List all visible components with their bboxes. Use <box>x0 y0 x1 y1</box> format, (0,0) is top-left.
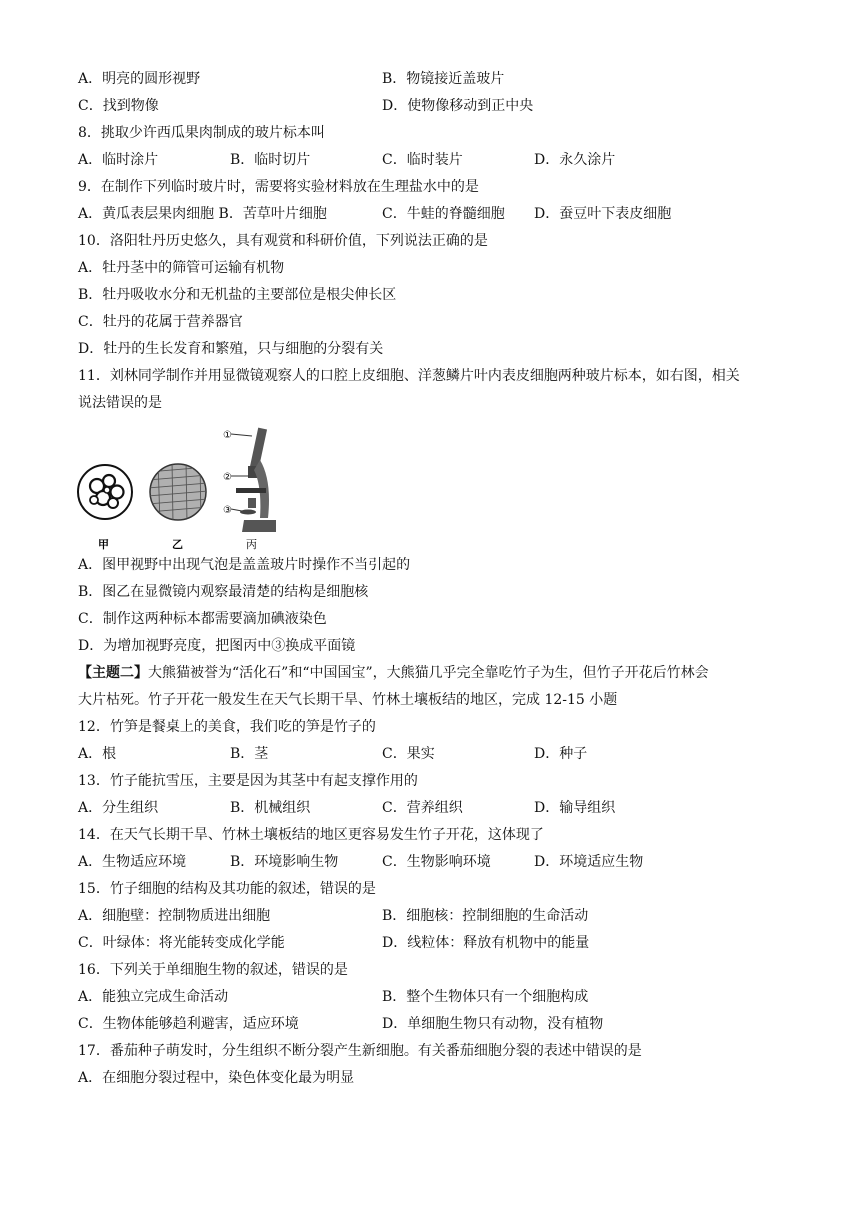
label-yi: 乙 <box>172 538 183 551</box>
mark-3: ③ <box>223 505 232 516</box>
q15-option-d: D．线粒体：释放有机物中的能量 <box>382 935 590 951</box>
q12-option-a: A．根 <box>78 746 117 762</box>
theme2-tag: 【主题二】 <box>78 665 148 681</box>
q16-option-c: C．生物体能够趋利避害，适应环境 <box>78 1016 299 1032</box>
q7-option-a: A．明亮的圆形视野 <box>78 71 201 87</box>
q9-option-d: D．蚕豆叶下表皮细胞 <box>534 206 672 222</box>
q8-option-b: B．临时切片 <box>230 152 311 168</box>
q12-option-c: C．果实 <box>382 746 435 762</box>
figure-jia-view <box>78 465 132 519</box>
q11-stem-line1: 11．刘林同学制作并用显微镜观察人的口腔上皮细胞、洋葱鳞片叶内表皮细胞两种玻片标本，如右图，相关 <box>78 368 740 384</box>
q14-option-d: D．环境适应生物 <box>534 854 644 870</box>
q8-option-d: D．永久涂片 <box>534 152 616 168</box>
figure-yi-view <box>148 460 208 524</box>
q14-option-c: C．生物影响环境 <box>382 854 491 870</box>
q12-option-d: D．种子 <box>534 746 588 762</box>
q10-option-a: A．牡丹茎中的筛管可运输有机物 <box>78 260 285 276</box>
q13-option-c: C．营养组织 <box>382 800 463 816</box>
q17-option-a: A．在细胞分裂过程中，染色体变化最为明显 <box>78 1070 355 1086</box>
q13-stem: 13．竹子能抗雪压，主要是因为其茎中有起支撑作用的 <box>78 773 418 789</box>
q11-figure-svg <box>76 420 276 552</box>
q13-option-b: B．机械组织 <box>230 800 311 816</box>
theme2-text: 大熊猫被誉为“活化石”和“中国国宝”，大熊猫几乎完全靠吃竹子为生，但竹子开花后竹林会 <box>148 665 709 681</box>
q10-option-d: D．牡丹的生长发育和繁殖，只与细胞的分裂有关 <box>78 341 384 357</box>
q13-option-d: D．输导组织 <box>534 800 616 816</box>
q14-option-a: A．生物适应环境 <box>78 854 187 870</box>
mark-1: ① <box>223 430 232 441</box>
q8-option-a: A．临时涂片 <box>78 152 159 168</box>
theme2-line1 <box>78 664 709 682</box>
q10-option-c: C．牡丹的花属于营养器官 <box>78 314 243 330</box>
q16-option-a: A．能独立完成生命活动 <box>78 989 229 1005</box>
q10-stem: 10．洛阳牡丹历史悠久，具有观赏和科研价值，下列说法正确的是 <box>78 233 488 249</box>
q8-stem: 8．挑取少许西瓜果肉制成的玻片标本叫 <box>78 125 325 141</box>
q9-stem: 9．在制作下列临时玻片时，需要将实验材料放在生理盐水中的是 <box>78 179 479 195</box>
q9-option-c: C．牛蛙的脊髓细胞 <box>382 206 505 222</box>
q11-option-b: B．图乙在显微镜内观察最清楚的结构是细胞核 <box>78 584 369 600</box>
q16-option-b: B．整个生物体只有一个细胞构成 <box>382 989 589 1005</box>
q12-stem: 12．竹笋是餐桌上的美食，我们吃的笋是竹子的 <box>78 719 376 735</box>
q17-stem: 17．番茄种子萌发时，分生组织不断分裂产生新细胞。有关番茄细胞分裂的表述中错误的是 <box>78 1043 642 1059</box>
q16-option-d: D．单细胞生物只有动物，没有植物 <box>382 1016 604 1032</box>
label-jia: 甲 <box>98 538 109 551</box>
q16-stem: 16．下列关于单细胞生物的叙述，错误的是 <box>78 962 348 978</box>
q14-option-b: B．环境影响生物 <box>230 854 339 870</box>
q15-option-c: C．叶绿体：将光能转变成化学能 <box>78 935 285 951</box>
q11-figure <box>76 420 276 552</box>
q11-stem-line2: 说法错误的是 <box>78 395 162 411</box>
q11-option-d: D．为增加视野亮度，把图丙中③换成平面镜 <box>78 638 356 654</box>
q12-option-b: B．茎 <box>230 746 269 762</box>
q13-option-a: A．分生组织 <box>78 800 159 816</box>
q7-option-d: D．使物像移动到正中央 <box>382 98 534 114</box>
q11-option-a: A．图甲视野中出现气泡是盖盖玻片时操作不当引起的 <box>78 557 411 573</box>
q11-option-c: C．制作这两种标本都需要滴加碘液染色 <box>78 611 327 627</box>
q15-stem: 15．竹子细胞的结构及其功能的叙述，错误的是 <box>78 881 376 897</box>
q10-option-b: B．牡丹吸收水分和无机盐的主要部位是根尖伸长区 <box>78 287 397 303</box>
q8-option-c: C．临时装片 <box>382 152 463 168</box>
q7-option-c: C．找到物像 <box>78 98 159 114</box>
q9-option-ab: A．黄瓜表层果肉细胞 B．苦草叶片细胞 <box>78 206 327 222</box>
mark-2: ② <box>223 472 232 483</box>
q15-option-a: A．细胞壁：控制物质进出细胞 <box>78 908 271 924</box>
q7-option-b: B．物镜接近盖玻片 <box>382 71 505 87</box>
figure-bing-microscope <box>231 428 276 532</box>
label-bing: 丙 <box>246 538 257 551</box>
theme2-line2: 大片枯死。竹子开花一般发生在天气长期干旱、竹林土壤板结的地区，完成 12-15 小题 <box>78 692 618 708</box>
q14-stem: 14．在天气长期干旱、竹林土壤板结的地区更容易发生竹子开花，这体现了 <box>78 827 544 843</box>
q15-option-b: B．细胞核：控制细胞的生命活动 <box>382 908 589 924</box>
